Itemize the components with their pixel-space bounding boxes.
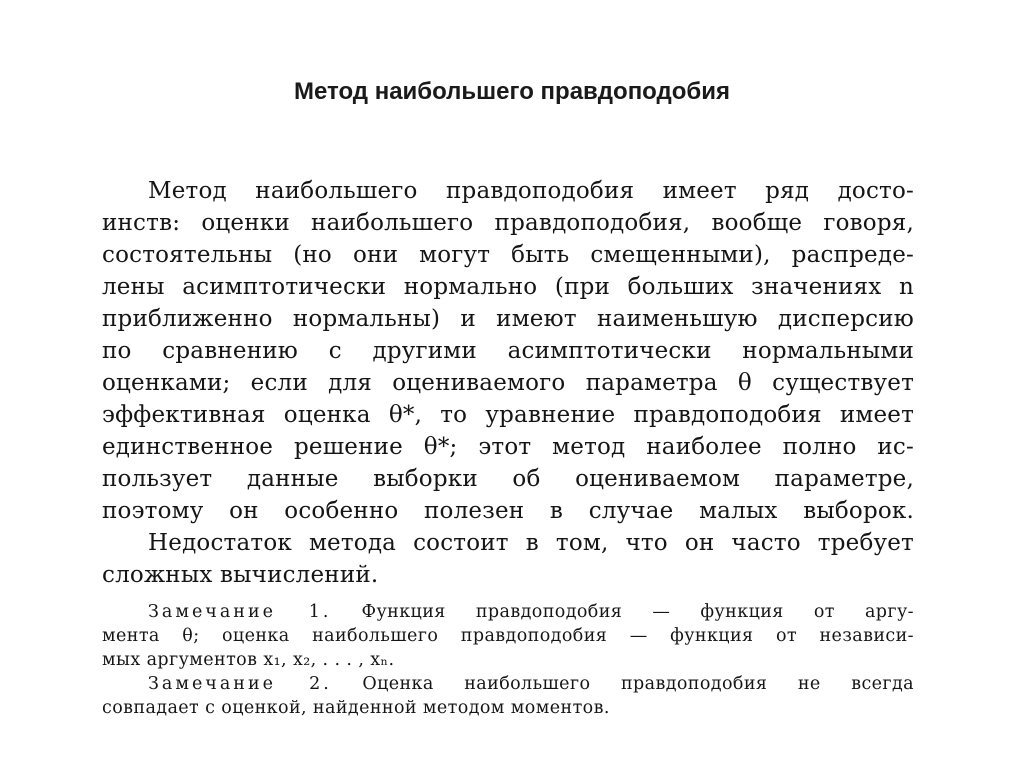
- remark-2-text: Оценка наибольшего правдоподобия не всегда: [362, 674, 914, 694]
- paragraph-line: поэтому он особенно полезен в случае малых выборок.: [102, 498, 914, 524]
- remark-2-line: совпадает с оценкой, найденной методом моментов.: [102, 698, 610, 718]
- paragraph-line: оценками; если для оцениваемого параметра θ существует: [102, 370, 914, 396]
- remark-2-label: Замечание 2.: [148, 674, 332, 694]
- scanned-text-block: [96, 176, 926, 718]
- paragraph-line: по сравнению с другими асимптотически нормальными: [102, 338, 914, 364]
- slide-title: Метод наибольшего правдоподобия: [293, 78, 731, 105]
- paragraph-line: единственное решение θ*; этот метод наиболее полно ис-: [102, 434, 914, 460]
- paragraph-line: лены асимптотически нормально (при больших значениях n: [102, 274, 914, 300]
- paragraph-line: инств: оценки наибольшего правдоподобия, вообще говоря,: [102, 210, 914, 236]
- remark-1-line: мента θ; оценка наибольшего правдоподобия — функция от независи-: [102, 626, 914, 646]
- remark-2-first-line: [148, 672, 914, 696]
- paragraph-line: приближенно нормальны) и имеют наименьшую дисперсию: [102, 306, 914, 332]
- paragraph-line: сложных вычислений.: [102, 562, 379, 588]
- remark-1-text: Функция правдоподобия — функция от аргу-: [361, 602, 914, 622]
- remark-1-first-line: [148, 600, 914, 624]
- remark-1-label: Замечание 1.: [148, 602, 332, 622]
- paragraph-line: Недостаток метода состоит в том, что он часто требует: [148, 530, 914, 556]
- paragraph-line: состоятельны (но они могут быть смещенными), распреде-: [102, 242, 914, 268]
- paragraph-line: эффективная оценка θ*, то уравнение правдоподобия имеет: [102, 402, 914, 428]
- paragraph-line: Метод наибольшего правдоподобия имеет ряд досто-: [148, 178, 914, 204]
- paragraph-line: пользует данные выборки об оцениваемом параметре,: [102, 466, 914, 492]
- remark-1-line: мых аргументов x₁, x₂, . . . , xₙ.: [102, 650, 395, 670]
